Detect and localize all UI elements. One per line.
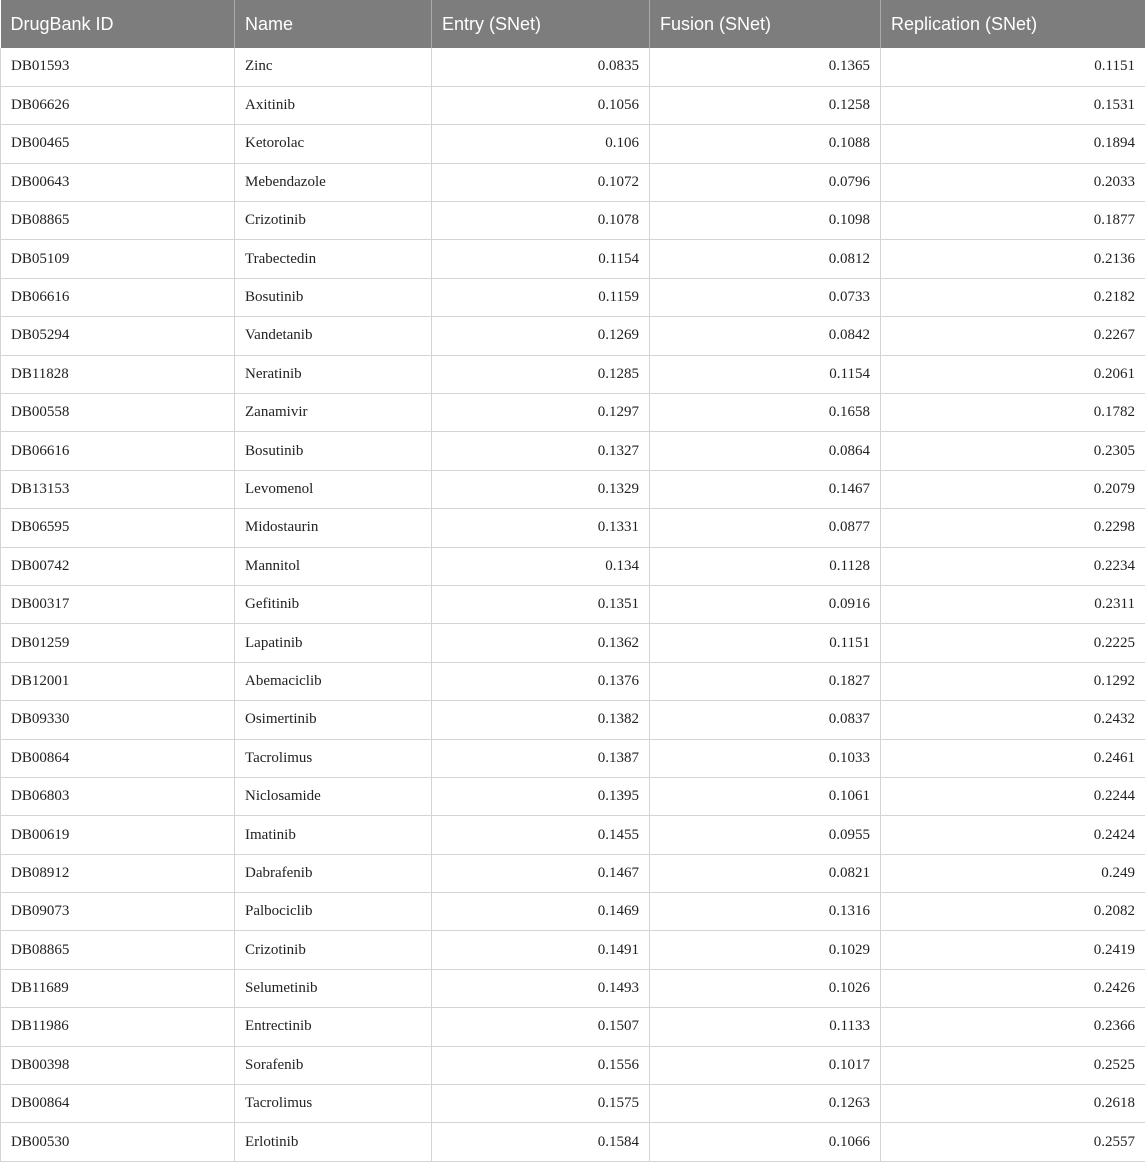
- entry-snet-cell: 0.1387: [432, 739, 650, 777]
- entry-snet-cell: 0.134: [432, 547, 650, 585]
- entry-snet-cell: 0.1584: [432, 1123, 650, 1161]
- name-cell: Neratinib: [235, 355, 432, 393]
- table-row: [1, 624, 1145, 662]
- replication-snet-cell: 0.2298: [881, 509, 1145, 547]
- name-cell: Selumetinib: [235, 969, 432, 1007]
- header-fusion-snet: Fusion (SNet): [650, 0, 881, 48]
- name-cell: Palbociclib: [235, 893, 432, 931]
- name-cell: Vandetanib: [235, 317, 432, 355]
- fusion-snet-cell: 0.0916: [650, 585, 881, 623]
- header-name: Name: [235, 0, 432, 48]
- entry-snet-cell: 0.1493: [432, 969, 650, 1007]
- replication-snet-cell: 0.2136: [881, 240, 1145, 278]
- entry-snet-cell: 0.1327: [432, 432, 650, 470]
- fusion-snet-cell: 0.1365: [650, 48, 881, 86]
- name-cell: Midostaurin: [235, 509, 432, 547]
- fusion-snet-cell: 0.1017: [650, 1046, 881, 1084]
- drugbank-id-cell: DB00465: [1, 125, 235, 163]
- name-cell: Crizotinib: [235, 931, 432, 969]
- fusion-snet-cell: 0.0733: [650, 278, 881, 316]
- fusion-snet-cell: 0.1258: [650, 86, 881, 124]
- name-cell: Axitinib: [235, 86, 432, 124]
- fusion-snet-cell: 0.1066: [650, 1123, 881, 1161]
- entry-snet-cell: 0.106: [432, 125, 650, 163]
- name-cell: Tacrolimus: [235, 1085, 432, 1123]
- drugbank-id-cell: DB00619: [1, 816, 235, 854]
- replication-snet-cell: 0.2426: [881, 969, 1145, 1007]
- fusion-snet-cell: 0.1128: [650, 547, 881, 585]
- entry-snet-cell: 0.1467: [432, 854, 650, 892]
- table-row: [1, 86, 1145, 124]
- table-row: [1, 969, 1145, 1007]
- header-entry-snet: Entry (SNet): [432, 0, 650, 48]
- entry-snet-cell: 0.1331: [432, 509, 650, 547]
- drugbank-id-cell: DB01593: [1, 48, 235, 86]
- drugbank-id-cell: DB09073: [1, 893, 235, 931]
- entry-snet-cell: 0.1285: [432, 355, 650, 393]
- replication-snet-cell: 0.2432: [881, 701, 1145, 739]
- drugbank-id-cell: DB01259: [1, 624, 235, 662]
- drugbank-id-cell: DB00864: [1, 739, 235, 777]
- name-cell: Bosutinib: [235, 278, 432, 316]
- table-row: [1, 854, 1145, 892]
- drugbank-id-cell: DB06616: [1, 432, 235, 470]
- drugbank-id-cell: DB08865: [1, 202, 235, 240]
- header-replication-snet: Replication (SNet): [891, 13, 1038, 34]
- fusion-snet-cell: 0.1658: [650, 394, 881, 432]
- drugbank-id-cell: DB00643: [1, 163, 235, 201]
- table-row: [1, 816, 1145, 854]
- table-row: [1, 931, 1145, 969]
- replication-snet-cell: 0.2033: [881, 163, 1145, 201]
- name-cell: Niclosamide: [235, 777, 432, 815]
- drugbank-id-cell: DB05294: [1, 317, 235, 355]
- entry-snet-cell: 0.1382: [432, 701, 650, 739]
- drugbank-id-cell: DB00864: [1, 1085, 235, 1123]
- name-cell: Zanamivir: [235, 394, 432, 432]
- name-cell: Osimertinib: [235, 701, 432, 739]
- name-cell: Trabectedin: [235, 240, 432, 278]
- drugbank-id-cell: DB06803: [1, 777, 235, 815]
- name-cell: Bosutinib: [235, 432, 432, 470]
- replication-snet-cell: 0.2061: [881, 355, 1145, 393]
- table-row: [1, 701, 1145, 739]
- replication-snet-cell: 0.2244: [881, 777, 1145, 815]
- name-cell: Lapatinib: [235, 624, 432, 662]
- replication-snet-cell: 0.1292: [881, 662, 1145, 700]
- name-cell: Erlotinib: [235, 1123, 432, 1161]
- name-cell: Mebendazole: [235, 163, 432, 201]
- entry-snet-cell: 0.1072: [432, 163, 650, 201]
- replication-snet-cell: 0.2557: [881, 1123, 1145, 1161]
- replication-snet-cell: 0.2234: [881, 547, 1145, 585]
- fusion-snet-cell: 0.1029: [650, 931, 881, 969]
- name-cell: Tacrolimus: [235, 739, 432, 777]
- drugbank-id-cell: DB11689: [1, 969, 235, 1007]
- replication-snet-cell: 0.1782: [881, 394, 1145, 432]
- replication-snet-cell: 0.1531: [881, 86, 1145, 124]
- name-cell: Levomenol: [235, 470, 432, 508]
- fusion-snet-cell: 0.0796: [650, 163, 881, 201]
- fusion-snet-cell: 0.0812: [650, 240, 881, 278]
- fusion-snet-cell: 0.1061: [650, 777, 881, 815]
- table-row: [1, 163, 1145, 201]
- table-row: [1, 125, 1145, 163]
- entry-snet-cell: 0.1078: [432, 202, 650, 240]
- replication-snet-cell: 0.1151: [881, 48, 1145, 86]
- entry-snet-cell: 0.1297: [432, 394, 650, 432]
- replication-snet-cell: 0.2182: [881, 278, 1145, 316]
- fusion-snet-cell: 0.1026: [650, 969, 881, 1007]
- table-row: [1, 1123, 1145, 1161]
- drugbank-id-cell: DB00558: [1, 394, 235, 432]
- replication-snet-cell: 0.2461: [881, 739, 1145, 777]
- entry-snet-cell: 0.1575: [432, 1085, 650, 1123]
- entry-snet-cell: 0.1362: [432, 624, 650, 662]
- drugbank-id-cell: DB00317: [1, 585, 235, 623]
- entry-snet-cell: 0.1491: [432, 931, 650, 969]
- header-drugbank-id: DrugBank ID: [1, 0, 235, 48]
- fusion-snet-cell: 0.1154: [650, 355, 881, 393]
- replication-snet-cell: 0.2419: [881, 931, 1145, 969]
- entry-snet-cell: 0.1329: [432, 470, 650, 508]
- drugbank-id-cell: DB05109: [1, 240, 235, 278]
- fusion-snet-cell: 0.1467: [650, 470, 881, 508]
- table-row: [1, 509, 1145, 547]
- entry-snet-cell: 0.0835: [432, 48, 650, 86]
- drugbank-id-cell: DB00398: [1, 1046, 235, 1084]
- table-row: [1, 777, 1145, 815]
- table-body: [1, 48, 1145, 1161]
- entry-snet-cell: 0.1507: [432, 1008, 650, 1046]
- table-row: [1, 394, 1145, 432]
- table-row: [1, 739, 1145, 777]
- drugbank-id-cell: DB00742: [1, 547, 235, 585]
- drugbank-id-cell: DB09330: [1, 701, 235, 739]
- replication-snet-cell: 0.2267: [881, 317, 1145, 355]
- fusion-snet-cell: 0.0864: [650, 432, 881, 470]
- table-row: [1, 585, 1145, 623]
- name-cell: Ketorolac: [235, 125, 432, 163]
- fusion-snet-cell: 0.0842: [650, 317, 881, 355]
- replication-snet-cell: 0.2305: [881, 432, 1145, 470]
- table-row: [1, 240, 1145, 278]
- table-row: [1, 1008, 1145, 1046]
- replication-snet-cell: 0.2082: [881, 893, 1145, 931]
- name-cell: Mannitol: [235, 547, 432, 585]
- entry-snet-cell: 0.1269: [432, 317, 650, 355]
- fusion-snet-cell: 0.1098: [650, 202, 881, 240]
- replication-snet-cell: 0.2618: [881, 1085, 1145, 1123]
- replication-snet-cell: 0.2079: [881, 470, 1145, 508]
- replication-snet-cell: 0.2424: [881, 816, 1145, 854]
- table-row: [1, 662, 1145, 700]
- table-row: [1, 470, 1145, 508]
- fusion-snet-cell: 0.0955: [650, 816, 881, 854]
- name-cell: Entrectinib: [235, 1008, 432, 1046]
- drugbank-id-cell: DB06595: [1, 509, 235, 547]
- entry-snet-cell: 0.1056: [432, 86, 650, 124]
- table-row: [1, 278, 1145, 316]
- table-row: [1, 48, 1145, 86]
- drugbank-id-cell: DB08865: [1, 931, 235, 969]
- header-row: [1, 0, 1145, 48]
- entry-snet-cell: 0.1159: [432, 278, 650, 316]
- table-row: [1, 1085, 1145, 1123]
- drugbank-id-cell: DB13153: [1, 470, 235, 508]
- drugbank-id-cell: DB08912: [1, 854, 235, 892]
- replication-snet-cell: 0.2225: [881, 624, 1145, 662]
- drugbank-id-cell: DB12001: [1, 662, 235, 700]
- replication-snet-cell: 0.2311: [881, 585, 1145, 623]
- entry-snet-cell: 0.1556: [432, 1046, 650, 1084]
- fusion-snet-cell: 0.1316: [650, 893, 881, 931]
- fusion-snet-cell: 0.0837: [650, 701, 881, 739]
- table-row: [1, 202, 1145, 240]
- table-row: [1, 547, 1145, 585]
- entry-snet-cell: 0.1469: [432, 893, 650, 931]
- name-cell: Zinc: [235, 48, 432, 86]
- fusion-snet-cell: 0.0821: [650, 854, 881, 892]
- name-cell: Sorafenib: [235, 1046, 432, 1084]
- replication-snet-cell: 0.249: [881, 854, 1145, 892]
- drugbank-id-cell: DB06616: [1, 278, 235, 316]
- name-cell: Dabrafenib: [235, 854, 432, 892]
- fusion-snet-cell: 0.0877: [650, 509, 881, 547]
- name-cell: Imatinib: [235, 816, 432, 854]
- table-row: [1, 432, 1145, 470]
- fusion-snet-cell: 0.1033: [650, 739, 881, 777]
- name-cell: Abemaciclib: [235, 662, 432, 700]
- entry-snet-cell: 0.1376: [432, 662, 650, 700]
- entry-snet-cell: 0.1455: [432, 816, 650, 854]
- replication-snet-cell: 0.1894: [881, 125, 1145, 163]
- drugbank-id-cell: DB11828: [1, 355, 235, 393]
- replication-snet-cell: 0.2366: [881, 1008, 1145, 1046]
- drugbank-id-cell: DB06626: [1, 86, 235, 124]
- entry-snet-cell: 0.1351: [432, 585, 650, 623]
- drugbank-id-cell: DB00530: [1, 1123, 235, 1161]
- table-row: [1, 355, 1145, 393]
- table-row: [1, 1046, 1145, 1084]
- table-row: [1, 893, 1145, 931]
- fusion-snet-cell: 0.1088: [650, 125, 881, 163]
- entry-snet-cell: 0.1154: [432, 240, 650, 278]
- table-header: [1, 0, 1145, 48]
- name-cell: Gefitinib: [235, 585, 432, 623]
- entry-snet-cell: 0.1395: [432, 777, 650, 815]
- replication-snet-cell: 0.1877: [881, 202, 1145, 240]
- fusion-snet-cell: 0.1151: [650, 624, 881, 662]
- fusion-snet-cell: 0.1263: [650, 1085, 881, 1123]
- table-row: [1, 317, 1145, 355]
- name-cell: Crizotinib: [235, 202, 432, 240]
- replication-snet-cell: 0.2525: [881, 1046, 1145, 1084]
- fusion-snet-cell: 0.1827: [650, 662, 881, 700]
- fusion-snet-cell: 0.1133: [650, 1008, 881, 1046]
- drugbank-id-cell: DB11986: [1, 1008, 235, 1046]
